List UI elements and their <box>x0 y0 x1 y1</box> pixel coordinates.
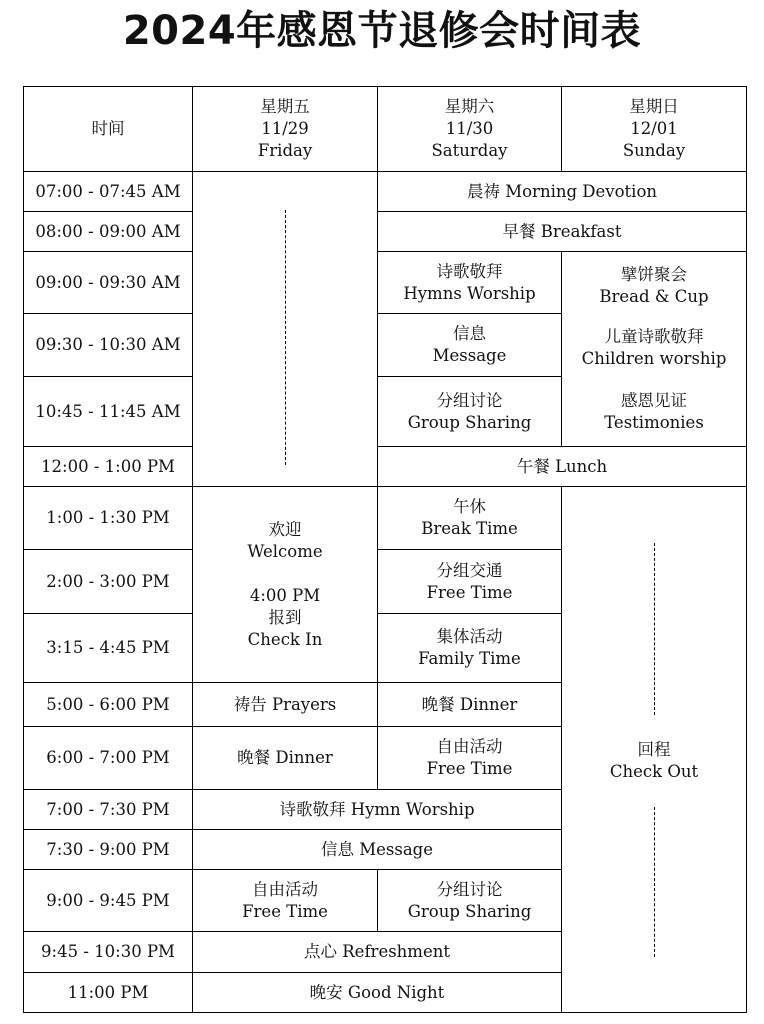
fellowship <box>378 550 562 614</box>
dashed-line <box>654 807 655 957</box>
header-time: 时间 <box>24 87 193 172</box>
lunch: 午餐 Lunch <box>378 447 747 487</box>
testimonies-cn: 感恩见证 <box>621 391 687 410</box>
checkout-en: Check Out <box>609 761 699 781</box>
sunday-date: 12/01 <box>630 119 678 138</box>
message-en: Message <box>432 346 507 365</box>
time-cell: 2:00 - 3:00 PM <box>24 550 193 614</box>
group-en: Group Sharing <box>407 412 532 432</box>
sunday-en: Sunday <box>622 141 686 160</box>
dashed-line <box>654 543 655 715</box>
saturday-free-time <box>378 727 562 790</box>
good-night: 晚安 Good Night <box>193 973 562 1013</box>
message <box>378 314 562 377</box>
time-cell: 12:00 - 1:00 PM <box>24 447 193 487</box>
friday-dinner: 晚餐 Dinner <box>193 727 378 790</box>
break-en: Break Time <box>421 519 518 538</box>
time-cell: 9:00 - 9:45 PM <box>24 870 193 932</box>
group-sharing <box>378 377 562 447</box>
testimonies-en: Testimonies <box>604 413 704 432</box>
group2-cn: 分组讨论 <box>436 879 503 899</box>
refreshment: 点心 Refreshment <box>193 932 562 973</box>
table-row <box>24 487 747 550</box>
time-cell: 6:00 - 7:00 PM <box>24 727 193 790</box>
fellowship-en: Free Time <box>426 582 513 602</box>
table-row <box>24 252 747 314</box>
children-cn: 儿童诗歌敬拜 <box>604 327 704 346</box>
friday-en: Friday <box>257 141 313 160</box>
page-title: 2024年感恩节退修会时间表 <box>122 8 642 54</box>
saturday-date: 11/30 <box>445 119 494 138</box>
group2-en: Group Sharing <box>407 901 532 921</box>
checkin-en: Check In <box>247 629 323 649</box>
time-cell: 10:45 - 11:45 AM <box>24 377 193 447</box>
bread-en: Bread & Cup <box>599 287 709 306</box>
time-cell: 07:00 - 07:45 AM <box>24 172 193 212</box>
sunday-checkout <box>562 487 747 1013</box>
sat-free-en: Free Time <box>426 759 513 778</box>
hymns-worship <box>378 252 562 314</box>
family-cn: 集体活动 <box>436 627 503 646</box>
table-row <box>24 172 747 212</box>
saturday-cn: 星期六 <box>444 97 495 116</box>
hymns-en: Hymns Worship <box>403 283 536 303</box>
time-cell: 3:15 - 4:45 PM <box>24 614 193 683</box>
header-row <box>24 87 747 172</box>
sat-free-cn: 自由活动 <box>436 737 503 756</box>
evening-message: 信息 Message <box>193 830 562 870</box>
table-row <box>24 447 747 487</box>
time-cell: 5:00 - 6:00 PM <box>24 683 193 727</box>
saturday-en: Saturday <box>431 141 508 160</box>
header-saturday <box>378 87 562 172</box>
friday-cn: 星期五 <box>260 97 310 116</box>
morning-devotion: 晨祷 Morning Devotion <box>378 172 747 212</box>
welcome-cn: 欢迎 <box>268 519 302 539</box>
time-cell: 9:45 - 10:30 PM <box>24 932 193 973</box>
checkin-cn: 报到 <box>268 607 302 627</box>
breakfast: 早餐 Breakfast <box>378 212 747 252</box>
message-cn: 信息 <box>453 324 486 343</box>
bread-cn: 擘饼聚会 <box>621 265 687 284</box>
time-cell: 08:00 - 09:00 AM <box>24 212 193 252</box>
time-cell: 09:30 - 10:30 AM <box>24 314 193 377</box>
group-cn: 分组讨论 <box>436 390 503 410</box>
welcome-en: Welcome <box>247 541 323 561</box>
dashed-line <box>285 210 286 465</box>
friday-free-time <box>193 870 378 932</box>
fellowship-cn: 分组交通 <box>436 560 503 580</box>
friday-prayers: 祷告 Prayers <box>193 683 378 727</box>
time-cell: 7:30 - 9:00 PM <box>24 830 193 870</box>
hymn-worship: 诗歌敬拜 Hymn Worship <box>193 790 562 830</box>
sunday-morning-block <box>562 252 747 447</box>
hymns-cn: 诗歌敬拜 <box>436 261 503 281</box>
schedule-table <box>23 86 747 1013</box>
time-cell: 09:00 - 09:30 AM <box>24 252 193 314</box>
friday-morning-empty <box>193 172 378 487</box>
time-cell: 1:00 - 1:30 PM <box>24 487 193 550</box>
time-cell: 7:00 - 7:30 PM <box>24 790 193 830</box>
friday-date: 11/29 <box>261 119 309 138</box>
time-cell: 11:00 PM <box>24 973 193 1013</box>
header-sunday <box>562 87 747 172</box>
checkin-time: 4:00 PM <box>249 585 321 605</box>
family-en: Family Time <box>418 649 521 668</box>
break-time <box>378 487 562 550</box>
family-time <box>378 614 562 683</box>
fri-free-cn: 自由活动 <box>252 879 318 899</box>
fri-free-en: Free Time <box>242 901 328 921</box>
table-row <box>24 212 747 252</box>
sunday-cn: 星期日 <box>629 97 679 116</box>
saturday-dinner: 晚餐 Dinner <box>378 683 562 727</box>
break-cn: 午休 <box>453 497 486 516</box>
saturday-group-sharing <box>378 870 562 932</box>
header-friday <box>193 87 378 172</box>
friday-welcome-checkin <box>193 487 378 683</box>
checkout-cn: 回程 <box>637 739 671 759</box>
children-en: Children worship <box>581 349 727 368</box>
